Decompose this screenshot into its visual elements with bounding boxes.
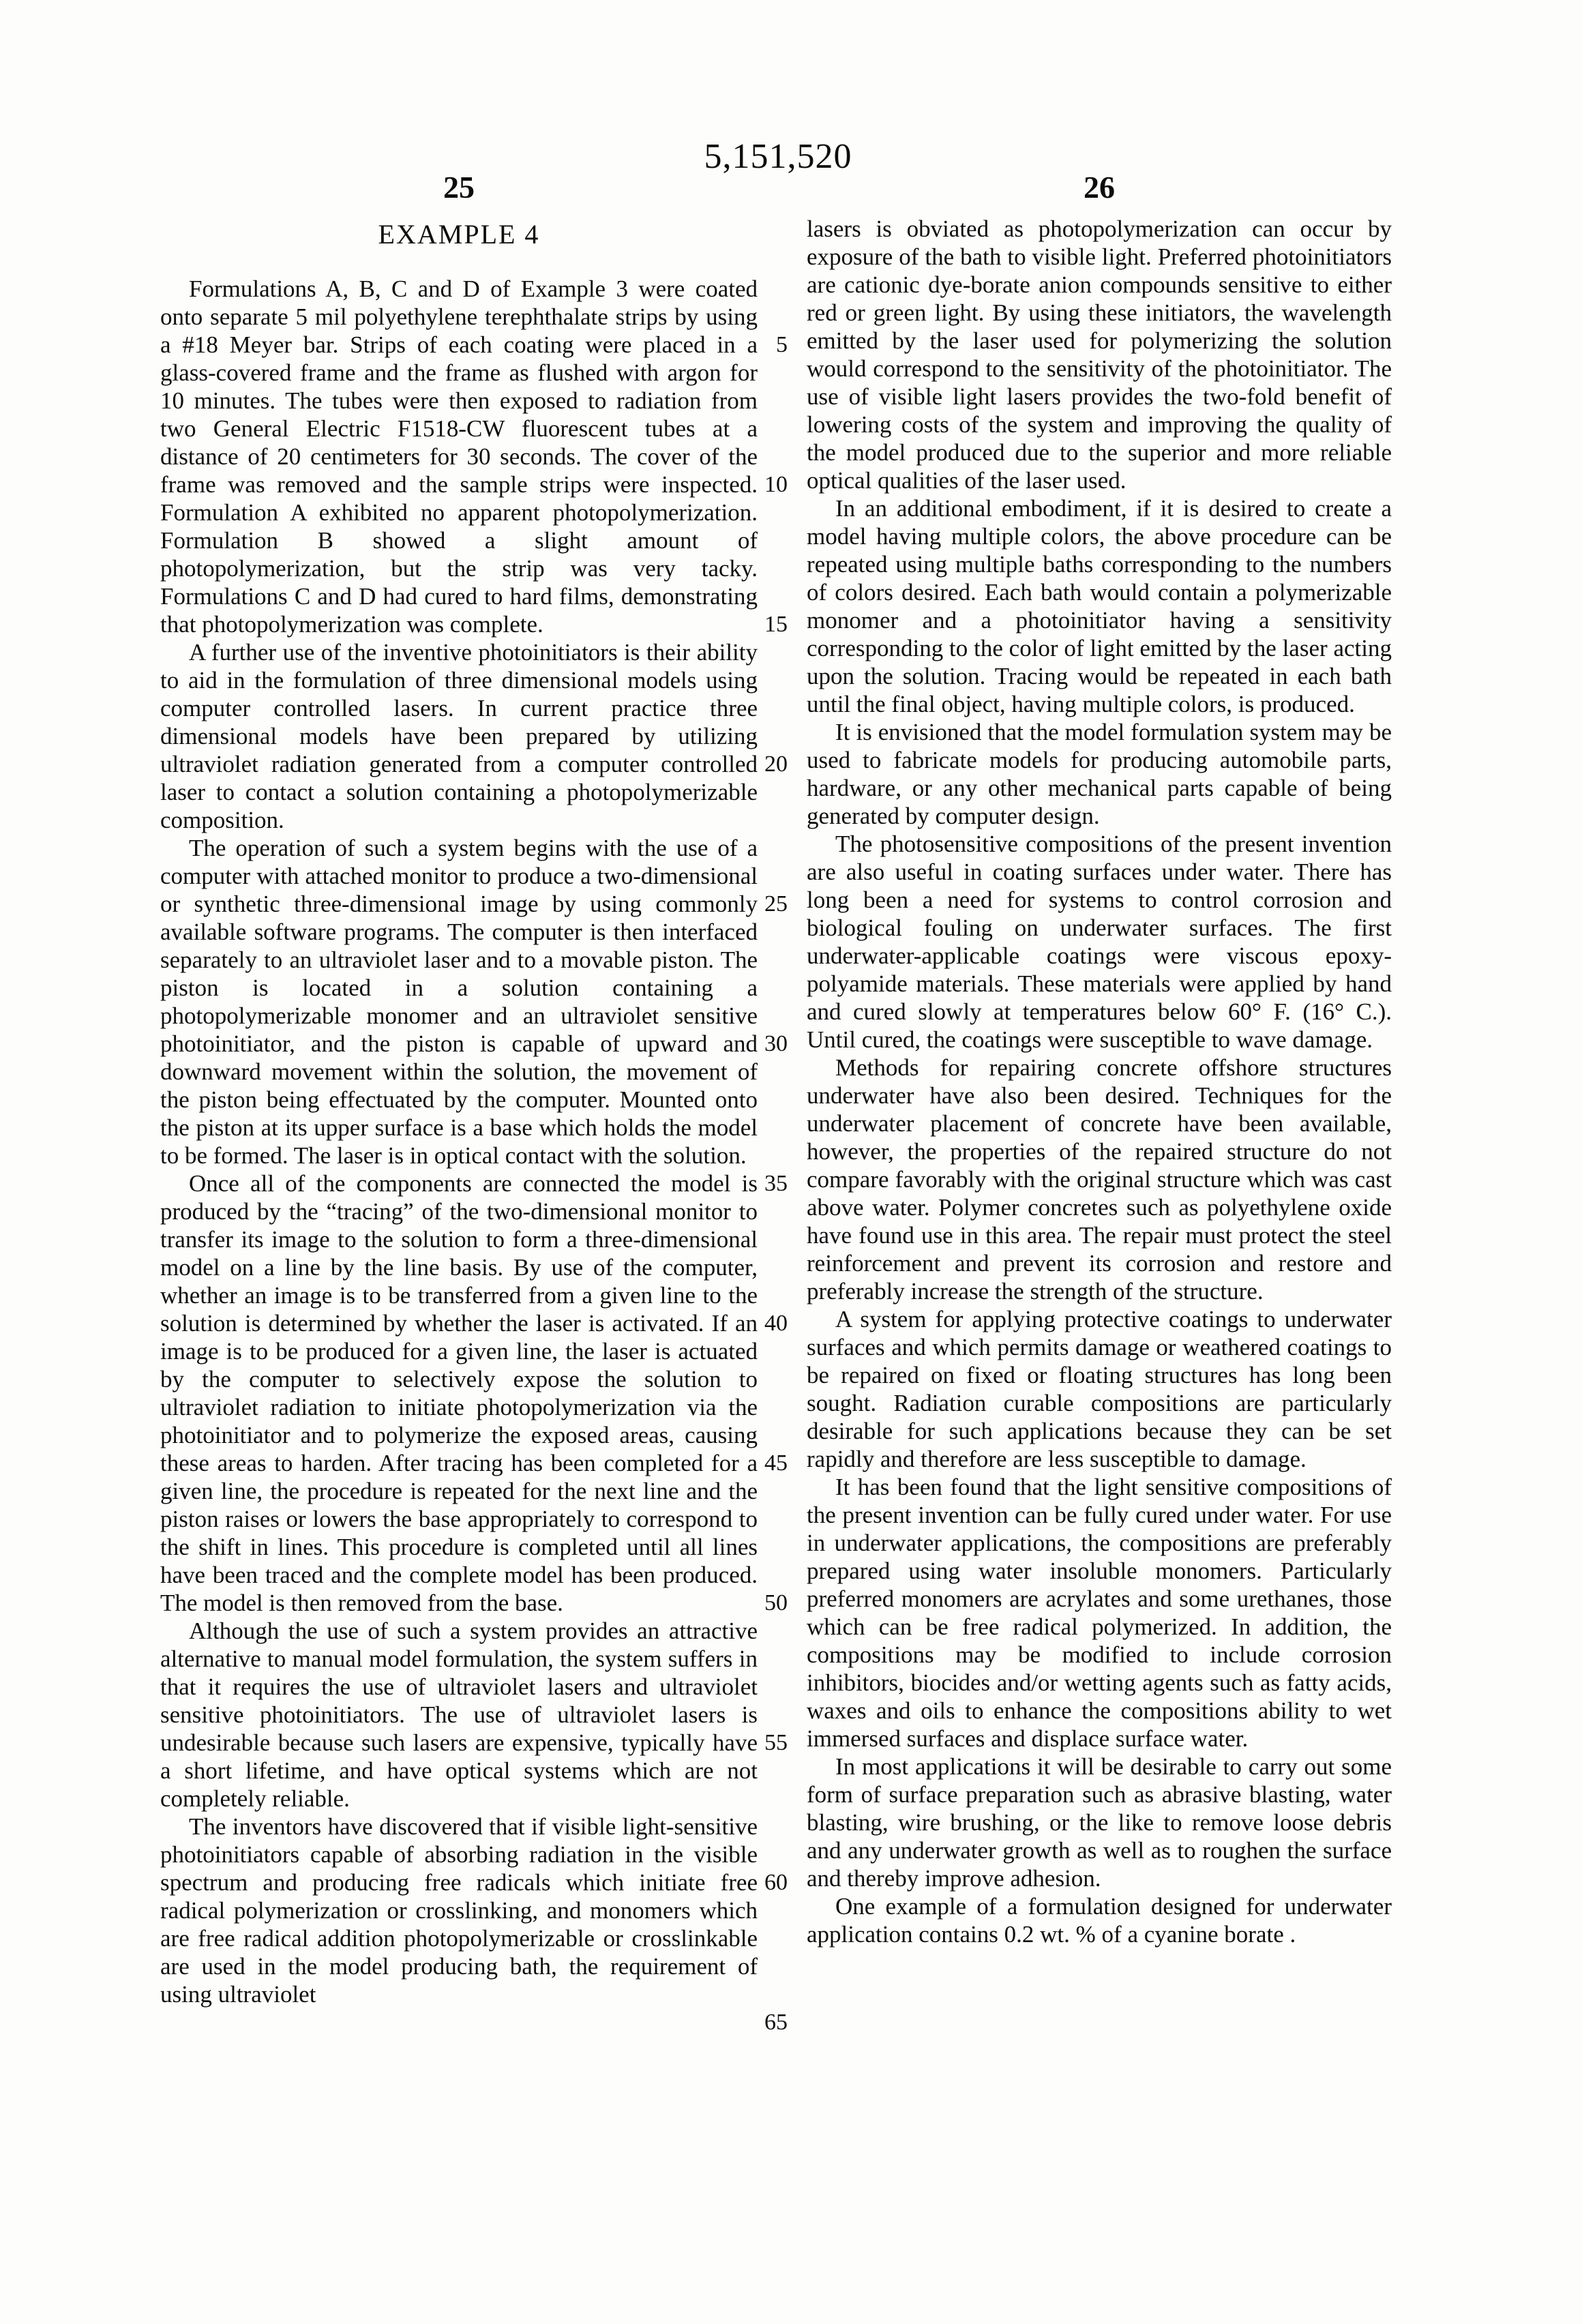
margin-line-number: 35 <box>764 1171 788 1196</box>
margin-line-number: 45 <box>764 1450 788 1476</box>
left-column <box>160 275 758 2008</box>
margin-line-number: 50 <box>764 1590 788 1615</box>
right-column <box>807 215 1392 1948</box>
paragraph: Methods for repairing concrete offshore structures underwater have also been desired. Techniques for the underwater placement of concrete have been available, however, the properties of the repaired structure do not compare favorably with the original structure which was cast above water. Polymer concretes such as polyethylene oxide have found use in this area. The repair must protect the steel reinforcement and prevent its corrosion and restore and preferably increase the strength of the structure. <box>807 1054 1392 1305</box>
paragraph: A system for applying protective coatings to underwater surfaces and which permits damage or weathered coatings to be repaired on fixed or floating structures has long been sought. Radiation curable compositions are particularly desirable for such applications because they can be set rapidly and therefore are less susceptible to damage. <box>807 1306 1392 1472</box>
paragraph: It is envisioned that the model formulation system may be used to fabricate models for producing automobile parts, hardware, or any other mechanical parts capable of being generated by computer design. <box>807 719 1392 829</box>
margin-line-number: 55 <box>764 1730 788 1755</box>
margin-line-number: 25 <box>764 891 788 917</box>
column-number-right: 26 <box>1084 170 1115 205</box>
paragraph: In most applications it will be desirable to carry out some form of surface preparation such as abrasive blasting, water blasting, wire brushing, or the like to remove loose debris and any underwater growth as well as to roughen the surface and thereby improve adhesion. <box>807 1753 1392 1892</box>
margin-line-number: 15 <box>764 612 788 637</box>
margin-line-number: 65 <box>764 2010 788 2035</box>
margin-line-number: 5 <box>776 332 788 357</box>
paragraph: Once all of the components are connected the model is produced by the “tracing” of the two-dimensional monitor to transfer its image to the solution to form a three-dimensional model on a line by the line basis. By use of the computer, whether an image is to be transferred from a given line to the solution is determined by whether the laser is activated. If an image is to be produced for a given line, the laser is actuated by the computer to selectively expose the solution to ultraviolet radiation to initiate photopolymerization via the photoinitiator and to polymerize the exposed areas, causing these areas to harden. After tracing has been completed for a given line, the procedure is repeated for the next line and the piston raises or lowers the base appropriately to correspond to the shift in lines. This procedure is completed until all lines have been traced and the complete model has been produced. The model is then removed from the base. <box>160 1170 758 1616</box>
margin-line-number: 10 <box>764 472 788 497</box>
paragraph: The operation of such a system begins with the use of a computer with attached monitor to produce a two-dimensional or synthetic three-dimensional image by using commonly available software programs. The computer is then interfaced separately to an ultraviolet laser and to a movable piston. The piston is located in a solution containing a photopolymerizable monomer and an ultraviolet sensitive photoinitiator, and the piston is capable of upward and downward movement within the solution, the movement of the piston being effectuated by the computer. Mounted onto the piston at its upper surface is a base which holds the model to be formed. The laser is in optical contact with the solution. <box>160 835 758 1169</box>
paragraph: One example of a formulation designed for underwater application contains 0.2 wt. % of a cyanine borate . <box>807 1893 1392 1948</box>
paragraph: The inventors have discovered that if visible light-sensitive photoinitiators capable of absorbing radiation in the visible spectrum and producing free radicals which initiate free radical polymerization or crosslinking, and monomers which are free radical addition photopolymerizable or crosslinkable are used in the model producing bath, the requirement of using ultraviolet <box>160 1813 758 2008</box>
paragraph: Although the use of such a system provides an attractive alternative to manual model formulation, the system suffers in that it requires the use of ultraviolet lasers and ultraviolet sensitive photoinitiators. The use of ultraviolet lasers is undesirable because such lasers are expensive, typically have a short lifetime, and have optical systems which are not completely reliable. <box>160 1618 758 1812</box>
margin-line-number: 40 <box>764 1311 788 1336</box>
paragraph: lasers is obviated as photopolymerization can occur by exposure of the bath to visible light. Preferred photoinitiators are cationic dye-borate anion compounds sensitive to either red or green light. By using these initiators, the wavelength emitted by the laser used for polymerizing the solution would correspond to the sensitivity of the photoinitiator. The use of visible light lasers provides the two-fold benefit of lowering costs of the system and improving the quality of the model produced due to the superior and more reliable optical qualities of the laser used. <box>807 215 1392 494</box>
example-heading: EXAMPLE 4 <box>378 219 540 250</box>
paragraph: A further use of the inventive photoinitiators is their ability to aid in the formulation of three dimensional models using computer controlled lasers. In current practice three dimensional models have been prepared by utilizing ultraviolet radiation generated from a computer controlled laser to contact a solution containing a photopolymerizable composition. <box>160 639 758 833</box>
margin-line-number: 30 <box>764 1031 788 1056</box>
paragraph: Formulations A, B, C and D of Example 3 were coated onto separate 5 mil polyethylene terephthalate strips by using a #18 Meyer bar. Strips of each coating were placed in a glass-covered frame and the frame as flushed with argon for 10 minutes. The tubes were then exposed to radiation from two General Electric F1518-CW fluorescent tubes at a distance of 20 centimeters for 30 seconds. The cover of the frame was removed and the sample strips were inspected. Formulation A exhibited no apparent photopolymerization. Formulation B showed a slight amount of photopolymerization, but the strip was very tacky. Formulations C and D had cured to hard films, demonstrating that photopolymerization was complete. <box>160 275 758 638</box>
paragraph: In an additional embodiment, if it is desired to create a model having multiple colors, the above procedure can be repeated using multiple baths corresponding to the numbers of colors desired. Each bath would contain a polymerizable monomer and a photoinitiator having a sensitivity corresponding to the color of light emitted by the laser acting upon the solution. Tracing would be repeated in each bath until the final object, having multiple colors, is produced. <box>807 495 1392 717</box>
patent-number: 5,151,520 <box>704 137 852 176</box>
paragraph: It has been found that the light sensitive compositions of the present invention can be fully cured under water. For use in underwater applications, the compositions are preferably prepared using water insoluble monomers. Particularly preferred monomers are acrylates and some urethanes, those which can be free radical polymerized. In addition, the compositions may be modified to include corrosion inhibitors, biocides and/or wetting agents such as fatty acids, waxes and oils to enhance the compositions ability to wet immersed surfaces and displace surface water. <box>807 1474 1392 1752</box>
margin-line-number: 60 <box>764 1870 788 1895</box>
margin-line-number: 20 <box>764 751 788 777</box>
paragraph: The photosensitive compositions of the present invention are also useful in coating surfaces under water. There has long been a need for systems to control corrosion and biological fouling on underwater surfaces. The first underwater-applicable coatings were viscous epoxy-polyamide materials. These materials were applied by hand and cured slowly at temperatures below 60° F. (16° C.). Until cured, the coatings were susceptible to wave damage. <box>807 831 1392 1053</box>
column-number-left: 25 <box>443 170 475 205</box>
